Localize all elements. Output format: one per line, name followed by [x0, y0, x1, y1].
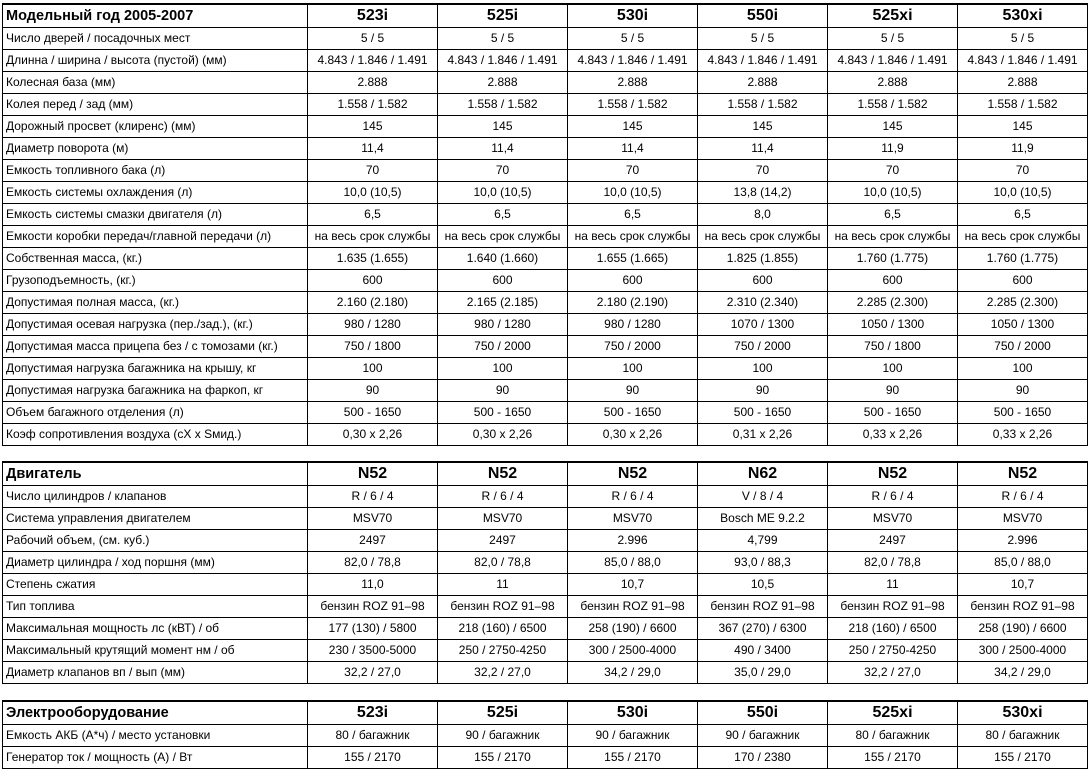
table-cell: 250 / 2750-4250	[438, 640, 568, 662]
table-cell: 750 / 2000	[438, 336, 568, 358]
table-cell: 5 / 5	[698, 28, 828, 50]
table-cell: 1.558 / 1.582	[308, 94, 438, 116]
row-label: Степень сжатия	[3, 574, 308, 596]
table-cell: 1.760 (1.775)	[828, 248, 958, 270]
table-row	[3, 618, 1088, 640]
row-label: Диаметр поворота (м)	[3, 138, 308, 160]
table-cell: 218 (160) / 6500	[438, 618, 568, 640]
table-cell: 10,0 (10,5)	[308, 182, 438, 204]
table-cell: 11,4	[568, 138, 698, 160]
table-cell: R / 6 / 4	[828, 486, 958, 508]
table-cell: 100	[958, 358, 1088, 380]
table-cell: 1.558 / 1.582	[828, 94, 958, 116]
table-row	[3, 138, 1088, 160]
table-cell: 4.843 / 1.846 / 1.491	[438, 50, 568, 72]
table-cell: 82,0 / 78,8	[438, 552, 568, 574]
table-cell: 11	[438, 574, 568, 596]
table-cell: 11,4	[698, 138, 828, 160]
table-cell: 145	[438, 116, 568, 138]
table-cell: 300 / 2500-4000	[568, 640, 698, 662]
table-cell: 10,0 (10,5)	[438, 182, 568, 204]
table-cell: 11	[828, 574, 958, 596]
table-cell: 1.640 (1.660)	[438, 248, 568, 270]
row-label: Диаметр клапанов вп / вып (мм)	[3, 662, 308, 684]
table-cell: 1050 / 1300	[958, 314, 1088, 336]
row-label: Собственная масса, (кг.)	[3, 248, 308, 270]
table-cell: 600	[698, 270, 828, 292]
row-label: Диаметр цилиндра / ход поршня (мм)	[3, 552, 308, 574]
row-label: Колея перед / зад (мм)	[3, 94, 308, 116]
row-label: Длинна / ширина / высота (пустой) (мм)	[3, 50, 308, 72]
table-cell: 500 - 1650	[958, 402, 1088, 424]
table-cell: 2.285 (2.300)	[828, 292, 958, 314]
table-cell: MSV70	[308, 508, 438, 530]
table-cell: 218 (160) / 6500	[828, 618, 958, 640]
table-cell: 10,7	[958, 574, 1088, 596]
table-cell: 980 / 1280	[308, 314, 438, 336]
table-cell: 70	[438, 160, 568, 182]
table-cell: бензин ROZ 91–98	[438, 596, 568, 618]
table-cell: 100	[438, 358, 568, 380]
table-cell: 4.843 / 1.846 / 1.491	[828, 50, 958, 72]
table-cell: 11,4	[308, 138, 438, 160]
table-cell: 2.310 (2.340)	[698, 292, 828, 314]
table-row	[3, 747, 1088, 769]
table-cell: MSV70	[958, 508, 1088, 530]
table-cell: 35,0 / 29,0	[698, 662, 828, 684]
table-cell: 258 (190) / 6600	[568, 618, 698, 640]
table-cell: 5 / 5	[308, 28, 438, 50]
table-cell: 155 / 2170	[438, 747, 568, 769]
table-cell: 11,0	[308, 574, 438, 596]
table-cell: бензин ROZ 91–98	[828, 596, 958, 618]
table-cell: 1.825 (1.855)	[698, 248, 828, 270]
table-row	[3, 380, 1088, 402]
table-cell: 6,5	[438, 204, 568, 226]
table-cell: 10,0 (10,5)	[828, 182, 958, 204]
table-cell: 90	[828, 380, 958, 402]
table-cell: 82,0 / 78,8	[828, 552, 958, 574]
general-specs-header	[3, 4, 1088, 28]
table-cell: 145	[568, 116, 698, 138]
row-label: Генератор ток / мощность (А) / Вт	[3, 747, 308, 769]
table-cell: R / 6 / 4	[568, 486, 698, 508]
table-cell: 10,7	[568, 574, 698, 596]
table-cell: 750 / 1800	[308, 336, 438, 358]
column-header: N62	[698, 462, 828, 486]
table-cell: 11,9	[828, 138, 958, 160]
table-row	[3, 358, 1088, 380]
table-cell: 70	[308, 160, 438, 182]
table-row	[3, 336, 1088, 358]
table-cell: 0,30 x 2,26	[438, 424, 568, 446]
table-cell: 11,9	[958, 138, 1088, 160]
table-cell: 1.635 (1.655)	[308, 248, 438, 270]
table-cell: R / 6 / 4	[438, 486, 568, 508]
table-cell: 750 / 1800	[828, 336, 958, 358]
table-cell: 90	[568, 380, 698, 402]
table-cell: 2.888	[698, 72, 828, 94]
section-title: Модельный год 2005-2007	[3, 4, 308, 28]
row-label: Число дверей / посадочных мест	[3, 28, 308, 50]
table-row	[3, 662, 1088, 684]
table-cell: 2.180 (2.190)	[568, 292, 698, 314]
row-label: Допустимая осевая нагрузка (пер./зад.), (кг.)	[3, 314, 308, 336]
table-cell: 80 / багажник	[828, 725, 958, 747]
table-cell: 10,0 (10,5)	[958, 182, 1088, 204]
column-header: N52	[308, 462, 438, 486]
table-row	[3, 292, 1088, 314]
table-cell: 4.843 / 1.846 / 1.491	[698, 50, 828, 72]
table-cell: MSV70	[828, 508, 958, 530]
general-specs-body	[3, 28, 1088, 446]
table-cell: 80 / багажник	[958, 725, 1088, 747]
section-title: Электрооборудование	[3, 701, 308, 725]
table-row	[3, 530, 1088, 552]
table-cell: 1.655 (1.665)	[568, 248, 698, 270]
table-cell: 90	[958, 380, 1088, 402]
table-cell: 70	[958, 160, 1088, 182]
table-cell: 1.558 / 1.582	[568, 94, 698, 116]
table-row	[3, 50, 1088, 72]
table-cell: 600	[958, 270, 1088, 292]
table-cell: на весь срок службы	[698, 226, 828, 248]
table-cell: 145	[958, 116, 1088, 138]
table-cell: 2.285 (2.300)	[958, 292, 1088, 314]
table-cell: 2.888	[438, 72, 568, 94]
general-specs-table	[2, 3, 1088, 446]
table-cell: 2.160 (2.180)	[308, 292, 438, 314]
table-cell: 500 - 1650	[698, 402, 828, 424]
table-row	[3, 160, 1088, 182]
column-header: N52	[568, 462, 698, 486]
table-cell: 155 / 2170	[958, 747, 1088, 769]
table-row	[3, 508, 1088, 530]
row-label: Емкость АКБ (А*ч) / место установки	[3, 725, 308, 747]
table-cell: MSV70	[438, 508, 568, 530]
column-header: 530xi	[958, 4, 1088, 28]
table-cell: 177 (130) / 5800	[308, 618, 438, 640]
table-row	[3, 94, 1088, 116]
table-cell: на весь срок службы	[308, 226, 438, 248]
table-cell: 1.558 / 1.582	[438, 94, 568, 116]
table-cell: 100	[698, 358, 828, 380]
table-cell: 0,30 x 2,26	[308, 424, 438, 446]
row-label: Система управления двигателем	[3, 508, 308, 530]
column-header: N52	[828, 462, 958, 486]
column-header: 525xi	[828, 4, 958, 28]
table-cell: 145	[698, 116, 828, 138]
table-cell: 2497	[828, 530, 958, 552]
section-header-row	[3, 701, 1088, 725]
table-cell: 6,5	[308, 204, 438, 226]
table-cell: 4.843 / 1.846 / 1.491	[568, 50, 698, 72]
table-cell: MSV70	[568, 508, 698, 530]
table-cell: бензин ROZ 91–98	[568, 596, 698, 618]
table-cell: 0,31 x 2,26	[698, 424, 828, 446]
table-cell: 11,4	[438, 138, 568, 160]
table-row	[3, 270, 1088, 292]
table-row	[3, 725, 1088, 747]
table-cell: 500 - 1650	[438, 402, 568, 424]
table-cell: 2497	[308, 530, 438, 552]
column-header: 523i	[308, 4, 438, 28]
table-cell: 600	[308, 270, 438, 292]
table-row	[3, 204, 1088, 226]
table-cell: 5 / 5	[958, 28, 1088, 50]
table-cell: 600	[568, 270, 698, 292]
table-cell: 5 / 5	[828, 28, 958, 50]
table-cell: 10,5	[698, 574, 828, 596]
table-cell: 100	[308, 358, 438, 380]
row-label: Емкость системы смазки двигателя (л)	[3, 204, 308, 226]
row-label: Число цилиндров / клапанов	[3, 486, 308, 508]
column-header: 550i	[698, 4, 828, 28]
table-cell: 1050 / 1300	[828, 314, 958, 336]
table-cell: 250 / 2750-4250	[828, 640, 958, 662]
table-cell: 145	[828, 116, 958, 138]
table-cell: 2.888	[828, 72, 958, 94]
column-header: 525i	[438, 4, 568, 28]
table-cell: 300 / 2500-4000	[958, 640, 1088, 662]
column-header: 525i	[438, 701, 568, 725]
table-cell: 13,8 (14,2)	[698, 182, 828, 204]
table-cell: 750 / 2000	[698, 336, 828, 358]
table-cell: 980 / 1280	[438, 314, 568, 336]
table-row	[3, 486, 1088, 508]
table-cell: 258 (190) / 6600	[958, 618, 1088, 640]
table-cell: 6,5	[828, 204, 958, 226]
row-label: Максимальная мощность лс (кВТ) / об	[3, 618, 308, 640]
table-cell: 1.558 / 1.582	[698, 94, 828, 116]
table-cell: 2.888	[568, 72, 698, 94]
table-cell: 750 / 2000	[568, 336, 698, 358]
table-cell: 600	[438, 270, 568, 292]
table-row	[3, 314, 1088, 336]
table-cell: 6,5	[958, 204, 1088, 226]
table-cell: 100	[828, 358, 958, 380]
table-cell: 90 / багажник	[568, 725, 698, 747]
table-cell: 0,33 x 2,26	[828, 424, 958, 446]
table-cell: 4.843 / 1.846 / 1.491	[308, 50, 438, 72]
row-label: Дорожный просвет (клиренс) (мм)	[3, 116, 308, 138]
table-cell: R / 6 / 4	[308, 486, 438, 508]
table-cell: 32,2 / 27,0	[438, 662, 568, 684]
column-header: N52	[958, 462, 1088, 486]
table-cell: 85,0 / 88,0	[568, 552, 698, 574]
table-cell: 32,2 / 27,0	[308, 662, 438, 684]
row-label: Тип топлива	[3, 596, 308, 618]
table-cell: 10,0 (10,5)	[568, 182, 698, 204]
table-row	[3, 552, 1088, 574]
table-cell: 2.165 (2.185)	[438, 292, 568, 314]
row-label: Колесная база (мм)	[3, 72, 308, 94]
column-header: 525xi	[828, 701, 958, 725]
table-cell: 82,0 / 78,8	[308, 552, 438, 574]
column-header: 530i	[568, 701, 698, 725]
table-cell: 8,0	[698, 204, 828, 226]
table-row	[3, 28, 1088, 50]
table-cell: 155 / 2170	[308, 747, 438, 769]
table-cell: 750 / 2000	[958, 336, 1088, 358]
table-cell: 4.843 / 1.846 / 1.491	[958, 50, 1088, 72]
table-row	[3, 182, 1088, 204]
table-cell: 155 / 2170	[568, 747, 698, 769]
row-label: Емкость топливного бака (л)	[3, 160, 308, 182]
table-cell: 0,33 x 2,26	[958, 424, 1088, 446]
table-row	[3, 424, 1088, 446]
table-cell: 4,799	[698, 530, 828, 552]
table-row	[3, 226, 1088, 248]
table-cell: 34,2 / 29,0	[568, 662, 698, 684]
table-row	[3, 248, 1088, 270]
electrical-specs-header	[3, 701, 1088, 725]
electrical-specs-table	[2, 700, 1088, 769]
table-cell: 85,0 / 88,0	[958, 552, 1088, 574]
column-header: 523i	[308, 701, 438, 725]
column-header: 530i	[568, 4, 698, 28]
table-cell: 5 / 5	[568, 28, 698, 50]
table-cell: 230 / 3500-5000	[308, 640, 438, 662]
row-label: Допустимая нагрузка багажника на крышу, кг	[3, 358, 308, 380]
table-cell: 600	[828, 270, 958, 292]
table-cell: 170 / 2380	[698, 747, 828, 769]
table-cell: 32,2 / 27,0	[828, 662, 958, 684]
row-label: Объем багажного отделения (л)	[3, 402, 308, 424]
column-header: 550i	[698, 701, 828, 725]
table-cell: бензин ROZ 91–98	[698, 596, 828, 618]
row-label: Допустимая полная масса, (кг.)	[3, 292, 308, 314]
table-cell: 2.996	[958, 530, 1088, 552]
table-cell: бензин ROZ 91–98	[958, 596, 1088, 618]
table-cell: 90	[698, 380, 828, 402]
table-cell: 2497	[438, 530, 568, 552]
row-label: Максимальный крутящий момент нм / об	[3, 640, 308, 662]
column-header: 530xi	[958, 701, 1088, 725]
row-label: Коэф сопротивления воздуха (cX x Sмид.)	[3, 424, 308, 446]
table-cell: на весь срок службы	[958, 226, 1088, 248]
table-cell: 145	[308, 116, 438, 138]
table-cell: 1.760 (1.775)	[958, 248, 1088, 270]
electrical-specs-body	[3, 725, 1088, 769]
row-label: Допустимая нагрузка багажника на фаркоп, кг	[3, 380, 308, 402]
table-cell: 500 - 1650	[828, 402, 958, 424]
table-cell: 80 / багажник	[308, 725, 438, 747]
engine-specs-body	[3, 486, 1088, 684]
table-cell: 70	[568, 160, 698, 182]
table-cell: 0,30 x 2,26	[568, 424, 698, 446]
table-cell: 70	[828, 160, 958, 182]
row-label: Грузоподъемность, (кг.)	[3, 270, 308, 292]
table-cell: 34,2 / 29,0	[958, 662, 1088, 684]
section-header-row	[3, 462, 1088, 486]
table-cell: 155 / 2170	[828, 747, 958, 769]
table-cell: 1.558 / 1.582	[958, 94, 1088, 116]
table-cell: 6,5	[568, 204, 698, 226]
table-cell: 500 - 1650	[308, 402, 438, 424]
table-row	[3, 596, 1088, 618]
table-cell: 1070 / 1300	[698, 314, 828, 336]
table-cell: 2.888	[958, 72, 1088, 94]
row-label: Рабочий объем, (см. куб.)	[3, 530, 308, 552]
table-cell: 90	[308, 380, 438, 402]
row-label: Допустимая масса прицепа без / с томозами (кг.)	[3, 336, 308, 358]
table-cell: 980 / 1280	[568, 314, 698, 336]
row-label: Емкости коробки передач/главной передачи (л)	[3, 226, 308, 248]
section-title: Двигатель	[3, 462, 308, 486]
table-cell: R / 6 / 4	[958, 486, 1088, 508]
table-cell: 90 / багажник	[698, 725, 828, 747]
table-cell: 490 / 3400	[698, 640, 828, 662]
table-cell: 90 / багажник	[438, 725, 568, 747]
table-cell: 93,0 / 88,3	[698, 552, 828, 574]
table-cell: 2.888	[308, 72, 438, 94]
table-cell: на весь срок службы	[438, 226, 568, 248]
table-cell: 367 (270) / 6300	[698, 618, 828, 640]
table-cell: 2.996	[568, 530, 698, 552]
table-cell: на весь срок службы	[568, 226, 698, 248]
table-cell: на весь срок службы	[828, 226, 958, 248]
column-header: N52	[438, 462, 568, 486]
table-row	[3, 574, 1088, 596]
table-cell: 70	[698, 160, 828, 182]
table-cell: 5 / 5	[438, 28, 568, 50]
section-header-row	[3, 4, 1088, 28]
table-row	[3, 402, 1088, 424]
table-cell: 100	[568, 358, 698, 380]
table-cell: бензин ROZ 91–98	[308, 596, 438, 618]
table-cell: 500 - 1650	[568, 402, 698, 424]
table-cell: V / 8 / 4	[698, 486, 828, 508]
engine-specs-table	[2, 461, 1088, 684]
table-cell: Bosch ME 9.2.2	[698, 508, 828, 530]
engine-specs-header	[3, 462, 1088, 486]
table-row	[3, 116, 1088, 138]
row-label: Емкость системы охлаждения (л)	[3, 182, 308, 204]
table-row	[3, 640, 1088, 662]
table-cell: 90	[438, 380, 568, 402]
table-row	[3, 72, 1088, 94]
